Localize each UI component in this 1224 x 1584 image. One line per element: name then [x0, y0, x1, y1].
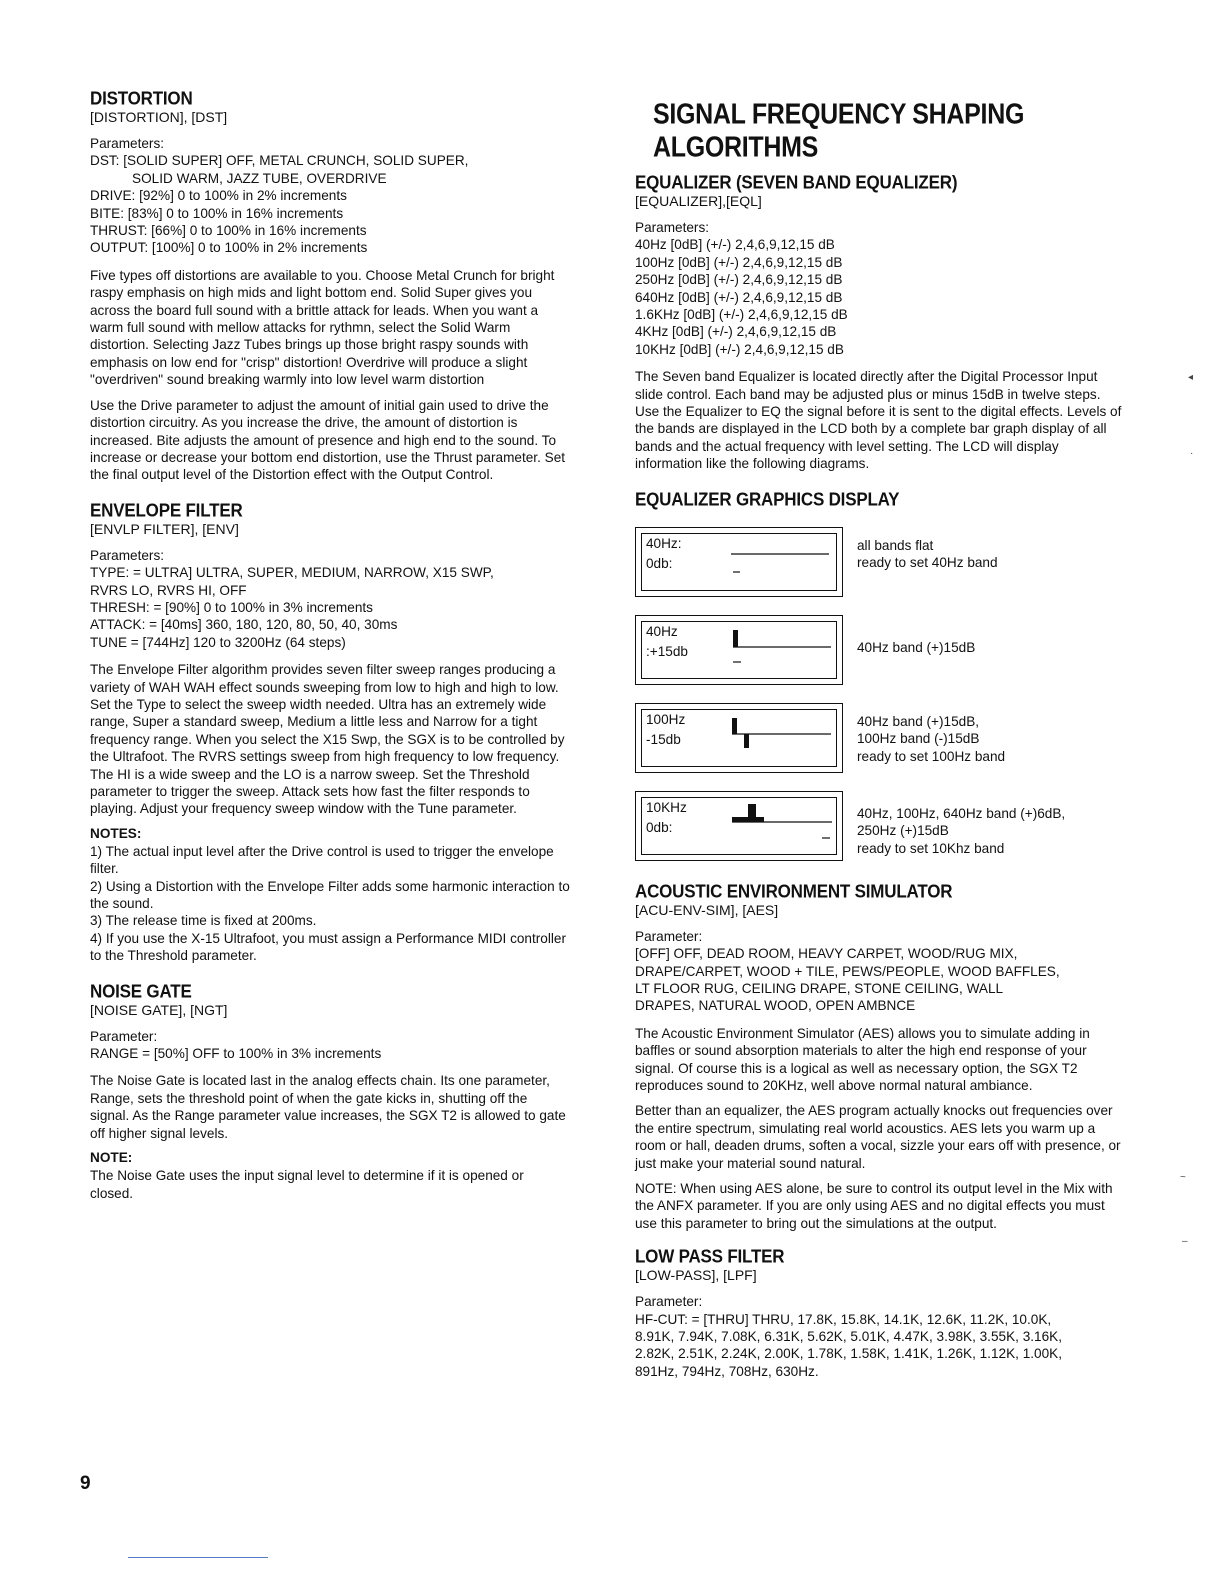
envelope-note: 2) Using a Distortion with the Envelope Filter adds some harmonic interaction to the sound.	[90, 878, 570, 912]
lcd-line-1: 40Hz:	[646, 535, 682, 551]
noise-gate-title: NOISE GATE	[90, 980, 192, 1002]
lpf-param-label: Parameter:	[635, 1294, 703, 1310]
envelope-note: 3) The release time is fixed at 200ms.	[90, 913, 317, 929]
eq-display-title: EQUALIZER GRAPHICS DISPLAY	[635, 488, 900, 510]
lcd-bar-graph	[636, 528, 842, 596]
aes-paragraph: The Acoustic Environment Simulator (AES) allows you to simulate adding in baffles or sound absorption materials to alter the high end response of your signal. Of course this is a logical as well as necessary option, the SGX T2 reproduces sound to 20KHz, well above normal natural ambiance.	[635, 1025, 1090, 1093]
distortion-param: BITE: [83%] 0 to 100% in 16% increments	[90, 205, 344, 221]
distortion-param: THRUST: [66%] 0 to 100% in 16% increments	[90, 223, 367, 239]
aes-param: [OFF] OFF, DEAD ROOM, HEAVY CARPET, WOOD/RUG MIX,	[635, 946, 1018, 962]
lpf-title: LOW PASS FILTER	[635, 1246, 785, 1268]
lcd-line-2: :+15db	[646, 643, 688, 659]
envelope-param: TYPE: = ULTRA] ULTRA, SUPER, MEDIUM, NARROW, X15 SWP,	[90, 565, 494, 581]
scan-mark: ~	[1180, 1172, 1186, 1183]
envelope-paragraph: The Envelope Filter algorithm provides seven filter sweep ranges producing a variety of WAH WAH effect sounds sweeping from low to high and high to low. Set the Type to select the sweep width needed. Ultra has an extremely wide range, Super a standard sweep, Medium a little less and Narrow for a tight frequency range. When you select the X15 Swp, the SGX is to be controlled by the Ultrafoot. The RVRS settings sweep from high frequency to low frequency. The HI is a wide sweep and the LO is a narrow sweep. Set the Threshold parameter to trigger the sweep. Attack sets how fast the filter responds to playing. Adjust your frequency sweep window with the Tune parameter.	[90, 662, 565, 817]
eq-display-row	[635, 615, 1125, 691]
noise-gate-paragraph: The Noise Gate is located last in the analog effects chain. Its one parameter, Range, sets the threshold point of when the gate kicks in, shutting off the signal. As the Range parameter value increases, the SGX T2 is allowed to gate off higher signal levels.	[90, 1073, 566, 1141]
lcd-line-1: 100Hz	[646, 711, 686, 727]
equalizer-subtitle: [EQUALIZER],[EQL]	[635, 193, 762, 209]
aes-subtitle: [ACU-ENV-SIM], [AES]	[635, 901, 779, 918]
equalizer-title: EQUALIZER (SEVEN BAND EQUALIZER)	[635, 172, 958, 193]
distortion-param: DRIVE: [92%] 0 to 100% in 2% increments	[90, 188, 347, 204]
equalizer-param: 10KHz [0dB] (+/-) 2,4,6,9,12,15 dB	[635, 341, 844, 357]
equalizer-param: 4KHz [0dB] (+/-) 2,4,6,9,12,15 dB	[635, 324, 837, 340]
aes-paragraph: Better than an equalizer, the AES program actually knocks out frequencies over the entire spectrum, simulating real world acoustics. AES lets you warm up a room or hall, deaden drums, soften a vocal, sizzle your ears off with presence, or just make your material sound natural.	[635, 1103, 1121, 1171]
noise-gate-subtitle: [NOISE GATE], [NGT]	[90, 1001, 228, 1018]
envelope-params-label: Parameters:	[90, 547, 165, 563]
scan-mark: –	[1182, 1236, 1188, 1247]
page-heading: SIGNAL FREQUENCY SHAPING ALGORITHMS	[653, 98, 1025, 164]
envelope-param: TUNE = [744Hz] 120 to 3200Hz (64 steps)	[90, 634, 346, 650]
lcd-display	[635, 615, 843, 685]
right-column	[635, 88, 1125, 1380]
equalizer-param: 1.6KHz [0dB] (+/-) 2,4,6,9,12,15 dB	[635, 307, 848, 323]
lcd-line-1: 10KHz	[646, 799, 687, 815]
lcd-bar-graph	[636, 792, 842, 860]
aes-param-label: Parameter:	[635, 928, 703, 944]
aes-param: LT FLOOR RUG, CEILING DRAPE, STONE CEILING, WALL	[635, 980, 1004, 996]
equalizer-param: 250Hz [0dB] (+/-) 2,4,6,9,12,15 dB	[635, 272, 843, 288]
eq-display-row	[635, 791, 1125, 867]
distortion-title: DISTORTION	[90, 88, 193, 109]
aes-note: NOTE: When using AES alone, be sure to control its output level in the Mix with the ANFX parameter. If you are only using AES and no digital effects you must use this parameter to bring out the simulations at the output.	[635, 1180, 1113, 1231]
page-number: 9	[80, 1473, 91, 1494]
distortion-param: DST: [SOLID SUPER] OFF, METAL CRUNCH, SOLID SUPER,	[90, 153, 469, 169]
lcd-bar-graph	[636, 704, 842, 772]
lcd-bar-graph	[636, 616, 842, 684]
left-column	[90, 88, 570, 1210]
lcd-line-1: 40Hz	[646, 623, 678, 639]
aes-param: DRAPE/CARPET, WOOD + TILE, PEWS/PEOPLE, WOOD BAFFLES,	[635, 963, 1060, 979]
envelope-param: RVRS LO, RVRS HI, OFF	[90, 582, 247, 598]
lpf-subtitle: [LOW-PASS], [LPF]	[635, 1267, 757, 1284]
envelope-param: THRESH: = [90%] 0 to 100% in 3% increments	[90, 599, 373, 615]
eq-display-row	[635, 703, 1125, 779]
equalizer-param: 640Hz [0dB] (+/-) 2,4,6,9,12,15 dB	[635, 289, 843, 305]
lpf-param: 891Hz, 794Hz, 708Hz, 630Hz.	[635, 1363, 819, 1379]
distortion-params-label: Parameters:	[90, 136, 165, 151]
lcd-line-2: 0db:	[646, 819, 673, 835]
aes-param: DRAPES, NATURAL WOOD, OPEN AMBNCE	[635, 998, 916, 1014]
noise-gate-note: The Noise Gate uses the input signal level to determine if it is opened or closed.	[90, 1168, 524, 1201]
noise-gate-note-label: NOTE:	[90, 1150, 133, 1166]
eq-display-desc: 40Hz band (+)15dB, 100Hz band (-)15dB ready to set 100Hz band	[857, 713, 1006, 764]
envelope-note: 4) If you use the X-15 Ultrafoot, you must assign a Performance MIDI controller to the Threshold parameter.	[90, 930, 566, 964]
eq-display-desc: all bands flat ready to set 40Hz band	[857, 537, 998, 571]
distortion-param: OUTPUT: [100%] 0 to 100% in 2% increments	[90, 240, 368, 256]
noise-gate-param: RANGE = [50%] OFF to 100% in 3% increments	[90, 1046, 382, 1062]
lpf-param: 2.82K, 2.51K, 2.24K, 2.00K, 1.78K, 1.58K, 1.41K, 1.26K, 1.12K, 1.00K,	[635, 1346, 1063, 1362]
lcd-display	[635, 527, 843, 597]
lcd-line-2: 0db:	[646, 555, 673, 571]
equalizer-paragraph: The Seven band Equalizer is located directly after the Digital Processor Input slide control. Each band may be adjusted plus or minus 15dB in twelve steps. Use the Equalizer to EQ the signal before it is sent to the digital effects. Levels of the bands are displayed in the LCD both by a complete bar graph display of all bands and the actual frequency with level setting. The LCD will display information like the following diagrams.	[635, 369, 1122, 472]
distortion-subtitle: [DISTORTION], [DST]	[90, 109, 228, 125]
scan-mark: ◂	[1188, 372, 1194, 383]
distortion-paragraph: Five types off distortions are available to you. Choose Metal Crunch for bright raspy emphasis on high mids and light bottom end. Solid Super gives you across the board full sound with a brittle attack for leads. When you want a warm full sound with mellow attacks for rythmn, select the Solid Warm distortion. Selecting Jazz Tubes brings up those bright raspy sounds with emphasis on low end for "crisp" distortion! Overdrive will produce a slight "overdriven" sound breaking warmly into low level warm distortion	[90, 267, 555, 388]
lcd-line-2: -15db	[646, 731, 681, 747]
distortion-paragraph: Use the Drive parameter to adjust the amount of initial gain used to drive the distortion circuitry. As you increase the drive, the amount of distortion is increased. Bite adjusts the amount of presence and high end to the sound. To increase or decrease your bottom end distortion, use the Thrust parameter. Set the final output level of the Distortion effect with the Output Control.	[90, 397, 566, 483]
envelope-note: 1) The actual input level after the Drive control is used to trigger the envelope filter.	[90, 843, 554, 877]
envelope-title: ENVELOPE FILTER	[90, 499, 243, 521]
bottom-rule	[128, 1557, 268, 1558]
lpf-param: 8.91K, 7.94K, 7.08K, 6.31K, 5.62K, 5.01K, 4.47K, 3.98K, 3.55K, 3.16K,	[635, 1329, 1063, 1344]
lpf-param: HF-CUT: = [THRU] THRU, 17.8K, 15.8K, 14.1K, 12.6K, 11.2K, 10.0K,	[635, 1311, 1052, 1327]
aes-title: ACOUSTIC ENVIRONMENT SIMULATOR	[635, 880, 953, 902]
eq-display-desc: 40Hz, 100Hz, 640Hz band (+)6dB, 250Hz (+)15dB ready to set 10Khz band	[857, 805, 1066, 856]
envelope-param: ATTACK: = [40ms] 360, 180, 120, 80, 50, 40, 30ms	[90, 617, 398, 633]
noise-gate-param-label: Parameter:	[90, 1028, 158, 1044]
lcd-display	[635, 791, 843, 861]
equalizer-param: 100Hz [0dB] (+/-) 2,4,6,9,12,15 dB	[635, 254, 843, 270]
eq-display-desc: 40Hz band (+)15dB	[857, 639, 976, 655]
envelope-subtitle: [ENVLP FILTER], [ENV]	[90, 520, 239, 537]
lcd-display	[635, 703, 843, 773]
envelope-notes-label: NOTES:	[90, 825, 142, 841]
equalizer-params-label: Parameters:	[635, 220, 710, 235]
eq-display-row	[635, 527, 1125, 603]
equalizer-param: 40Hz [0dB] (+/-) 2,4,6,9,12,15 dB	[635, 237, 835, 253]
scan-mark: ·	[1190, 448, 1194, 459]
distortion-param: SOLID WARM, JAZZ TUBE, OVERDRIVE	[132, 170, 387, 186]
